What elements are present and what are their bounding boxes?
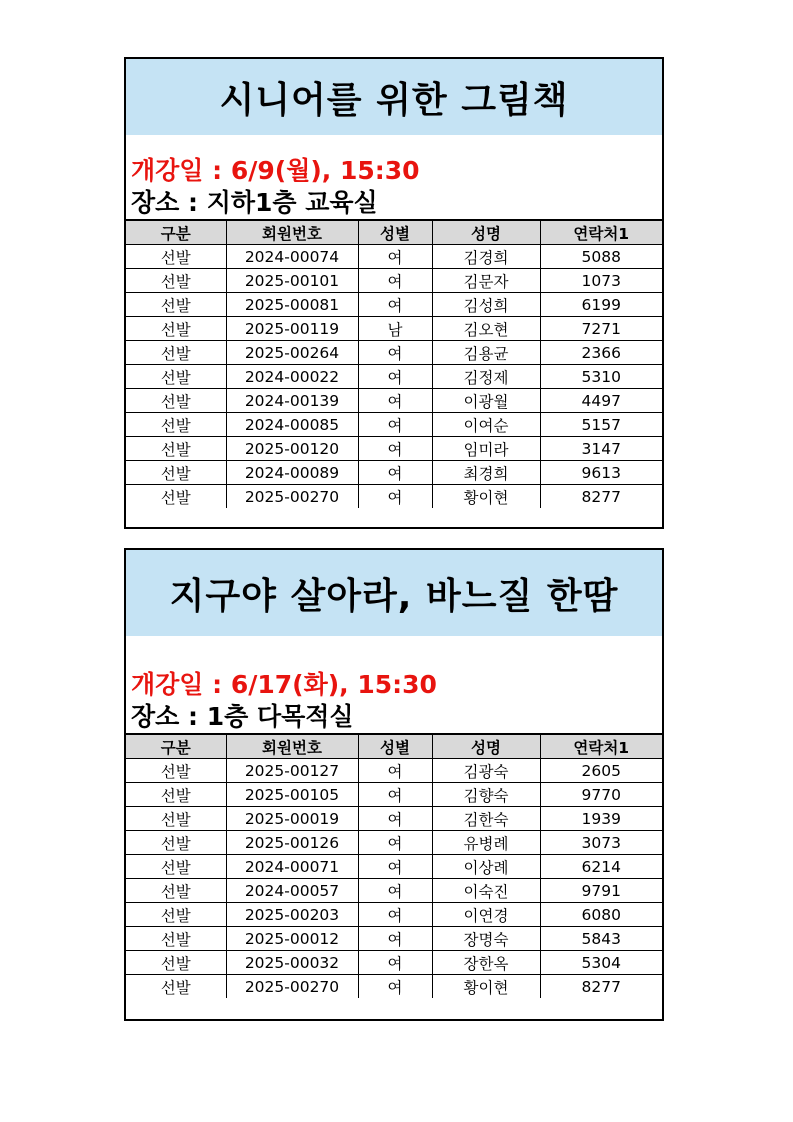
table-row (126, 461, 662, 485)
name-cell: 이상례 (432, 855, 540, 879)
class-title: 지구야 살아라, 바느질 한땀 (126, 550, 662, 636)
member-id-cell: 2025-00081 (226, 293, 358, 317)
name-cell: 장명숙 (432, 927, 540, 951)
start-date: 개강일 : 6/9(월), 15:30 (131, 156, 420, 185)
phone-cell: 8277 (540, 485, 662, 509)
category-cell: 선발 (126, 317, 226, 341)
name-cell: 김광숙 (432, 759, 540, 783)
phone-cell: 1939 (540, 807, 662, 831)
gender-cell: 여 (358, 951, 432, 975)
gender-cell: 여 (358, 855, 432, 879)
name-cell: 이숙진 (432, 879, 540, 903)
category-cell: 선발 (126, 269, 226, 293)
table-row (126, 437, 662, 461)
table-row (126, 341, 662, 365)
gender-cell: 남 (358, 317, 432, 341)
category-cell: 선발 (126, 365, 226, 389)
class-title: 시니어를 위한 그림책 (126, 59, 662, 135)
gender-cell: 여 (358, 365, 432, 389)
name-cell: 이광월 (432, 389, 540, 413)
table-row (126, 903, 662, 927)
phone-cell: 3073 (540, 831, 662, 855)
class-block-picture-book (124, 57, 664, 529)
member-id-cell: 2025-00264 (226, 341, 358, 365)
gender-cell: 여 (358, 389, 432, 413)
member-id-cell: 2025-00012 (226, 927, 358, 951)
gender-cell: 여 (358, 269, 432, 293)
category-cell: 선발 (126, 927, 226, 951)
gender-cell: 여 (358, 437, 432, 461)
phone-cell: 5310 (540, 365, 662, 389)
name-cell: 김정제 (432, 365, 540, 389)
member-id-cell: 2025-00270 (226, 975, 358, 999)
gender-cell: 여 (358, 759, 432, 783)
member-id-cell: 2024-00085 (226, 413, 358, 437)
phone-cell: 3147 (540, 437, 662, 461)
category-cell: 선발 (126, 975, 226, 999)
phone-cell: 5157 (540, 413, 662, 437)
gender-cell: 여 (358, 783, 432, 807)
class-info (126, 155, 662, 219)
name-cell: 장한옥 (432, 951, 540, 975)
column-header: 성별 (358, 734, 432, 759)
phone-cell: 8277 (540, 975, 662, 999)
table-row (126, 927, 662, 951)
table-row (126, 951, 662, 975)
gender-cell: 여 (358, 245, 432, 269)
name-cell: 임미라 (432, 437, 540, 461)
member-id-cell: 2025-00105 (226, 783, 358, 807)
member-id-cell: 2024-00139 (226, 389, 358, 413)
phone-cell: 6214 (540, 855, 662, 879)
column-header: 연락처1 (540, 220, 662, 245)
column-header: 성별 (358, 220, 432, 245)
gender-cell: 여 (358, 413, 432, 437)
phone-cell: 7271 (540, 317, 662, 341)
category-cell: 선발 (126, 951, 226, 975)
class-block-sewing (124, 548, 664, 1021)
column-header: 회원번호 (226, 734, 358, 759)
phone-cell: 2605 (540, 759, 662, 783)
member-id-cell: 2025-00270 (226, 485, 358, 509)
gender-cell: 여 (358, 485, 432, 509)
name-cell: 유병례 (432, 831, 540, 855)
member-id-cell: 2025-00203 (226, 903, 358, 927)
member-id-cell: 2024-00057 (226, 879, 358, 903)
name-cell: 황이현 (432, 975, 540, 999)
table-header-row (126, 734, 662, 759)
table-row (126, 807, 662, 831)
name-cell: 김경희 (432, 245, 540, 269)
gender-cell: 여 (358, 927, 432, 951)
column-header: 구분 (126, 220, 226, 245)
name-cell: 김용균 (432, 341, 540, 365)
table-row (126, 413, 662, 437)
phone-cell: 4497 (540, 389, 662, 413)
phone-cell: 9791 (540, 879, 662, 903)
name-cell: 김향숙 (432, 783, 540, 807)
category-cell: 선발 (126, 461, 226, 485)
member-id-cell: 2025-00127 (226, 759, 358, 783)
gender-cell: 여 (358, 461, 432, 485)
table-row (126, 245, 662, 269)
member-id-cell: 2025-00101 (226, 269, 358, 293)
category-cell: 선발 (126, 759, 226, 783)
table-row (126, 831, 662, 855)
member-id-cell: 2024-00022 (226, 365, 358, 389)
category-cell: 선발 (126, 437, 226, 461)
category-cell: 선발 (126, 807, 226, 831)
column-header: 구분 (126, 734, 226, 759)
start-date: 개강일 : 6/17(화), 15:30 (131, 670, 437, 699)
name-cell: 최경희 (432, 461, 540, 485)
column-header: 연락처1 (540, 734, 662, 759)
gender-cell: 여 (358, 903, 432, 927)
name-cell: 이연경 (432, 903, 540, 927)
name-cell: 김성희 (432, 293, 540, 317)
member-id-cell: 2025-00119 (226, 317, 358, 341)
category-cell: 선발 (126, 879, 226, 903)
name-cell: 이여순 (432, 413, 540, 437)
gender-cell: 여 (358, 807, 432, 831)
table-row (126, 485, 662, 509)
table-row (126, 365, 662, 389)
gender-cell: 여 (358, 831, 432, 855)
column-header: 회원번호 (226, 220, 358, 245)
phone-cell: 9613 (540, 461, 662, 485)
category-cell: 선발 (126, 855, 226, 879)
column-header: 성명 (432, 220, 540, 245)
table-row (126, 317, 662, 341)
roster-table (126, 219, 662, 508)
table-row (126, 879, 662, 903)
category-cell: 선발 (126, 245, 226, 269)
category-cell: 선발 (126, 413, 226, 437)
member-id-cell: 2024-00089 (226, 461, 358, 485)
table-row (126, 855, 662, 879)
table-row (126, 293, 662, 317)
class-info (126, 669, 662, 733)
phone-cell: 1073 (540, 269, 662, 293)
member-id-cell: 2025-00126 (226, 831, 358, 855)
gender-cell: 여 (358, 293, 432, 317)
table-row (126, 783, 662, 807)
table-header-row (126, 220, 662, 245)
category-cell: 선발 (126, 903, 226, 927)
category-cell: 선발 (126, 485, 226, 509)
venue: 장소 : 1층 다목적실 (131, 702, 354, 731)
member-id-cell: 2025-00032 (226, 951, 358, 975)
phone-cell: 5304 (540, 951, 662, 975)
phone-cell: 5088 (540, 245, 662, 269)
phone-cell: 6080 (540, 903, 662, 927)
table-row (126, 975, 662, 999)
category-cell: 선발 (126, 389, 226, 413)
gender-cell: 여 (358, 975, 432, 999)
gender-cell: 여 (358, 879, 432, 903)
venue: 장소 : 지하1층 교육실 (131, 188, 378, 217)
member-id-cell: 2025-00019 (226, 807, 358, 831)
name-cell: 김한숙 (432, 807, 540, 831)
category-cell: 선발 (126, 831, 226, 855)
member-id-cell: 2024-00074 (226, 245, 358, 269)
name-cell: 김문자 (432, 269, 540, 293)
category-cell: 선발 (126, 341, 226, 365)
roster-table (126, 733, 662, 998)
phone-cell: 9770 (540, 783, 662, 807)
name-cell: 황이현 (432, 485, 540, 509)
category-cell: 선발 (126, 293, 226, 317)
phone-cell: 5843 (540, 927, 662, 951)
column-header: 성명 (432, 734, 540, 759)
table-row (126, 269, 662, 293)
phone-cell: 2366 (540, 341, 662, 365)
member-id-cell: 2024-00071 (226, 855, 358, 879)
gender-cell: 여 (358, 341, 432, 365)
member-id-cell: 2025-00120 (226, 437, 358, 461)
table-row (126, 759, 662, 783)
phone-cell: 6199 (540, 293, 662, 317)
table-row (126, 389, 662, 413)
category-cell: 선발 (126, 783, 226, 807)
name-cell: 김오현 (432, 317, 540, 341)
